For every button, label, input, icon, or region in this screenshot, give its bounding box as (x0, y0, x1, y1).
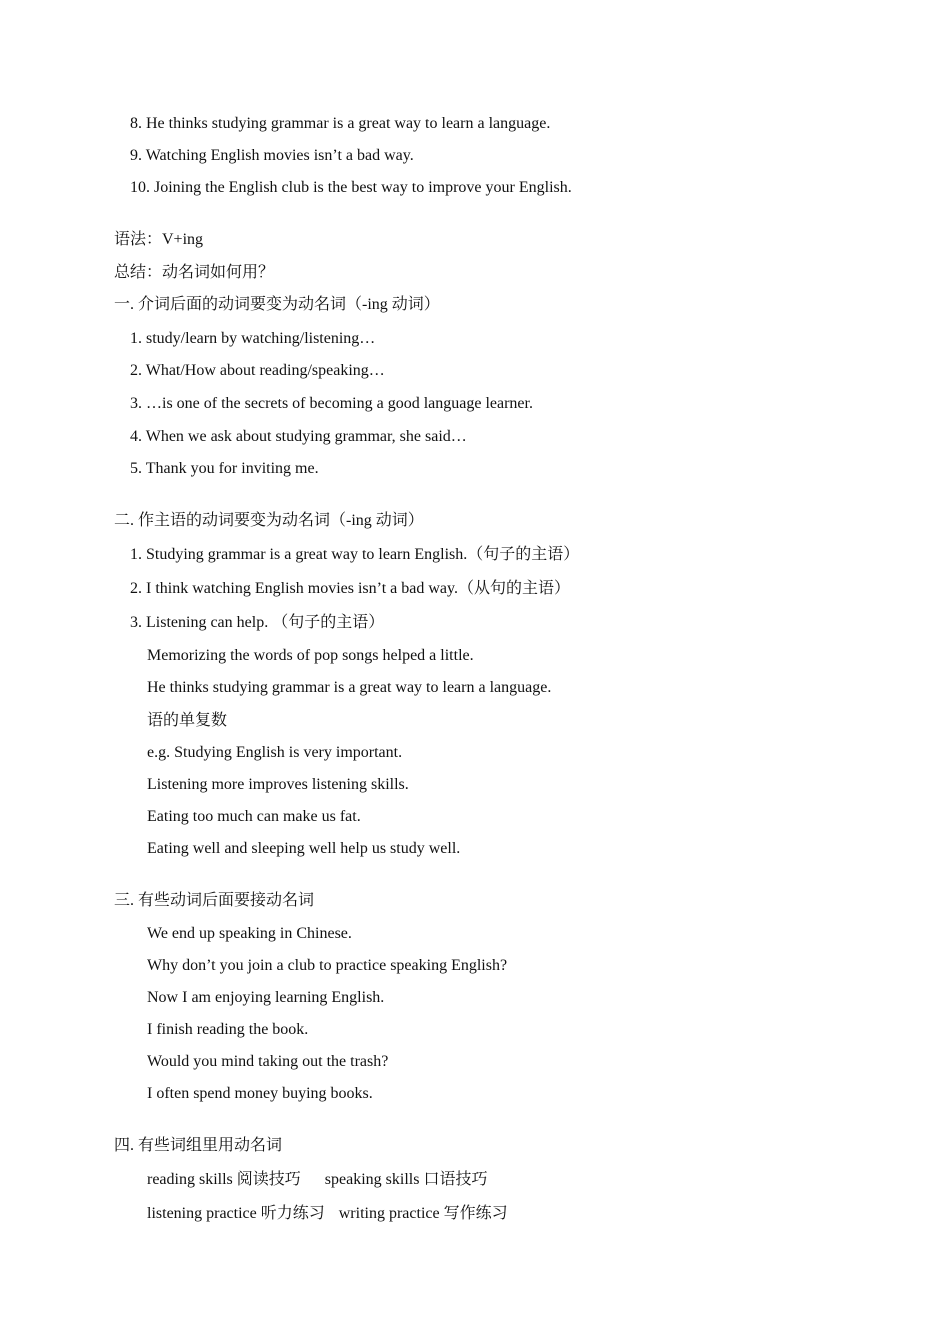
list-item: 1. Studying grammar is a great way to learn English.（句子的主语） (130, 546, 580, 563)
phrase-reading-skills: reading skills 阅读技巧 (147, 1171, 301, 1188)
summary-label: 总结：动名词如何用？ (114, 264, 275, 281)
phrase-listening-practice: listening practice 听力练习 (147, 1205, 325, 1222)
list-item: 2. What/How about reading/speaking… (130, 362, 385, 379)
example-sentence: Would you mind taking out the trash? (147, 1053, 389, 1070)
phrase-row (147, 1170, 487, 1190)
list-item: 8. He thinks studying grammar is a great way to learn a language. (130, 115, 551, 132)
list-item: 10. Joining the English club is the best way to improve your English. (130, 179, 572, 196)
example-sentence: I finish reading the book. (147, 1021, 309, 1038)
list-item: 4. When we ask about studying grammar, she said… (130, 428, 467, 445)
grammar-label: 语法：V+ing (114, 231, 204, 248)
example-sentence: Now I am enjoying learning English. (147, 989, 385, 1006)
example-sentence: I often spend money buying books. (147, 1085, 373, 1102)
example-sentence: We end up speaking in Chinese. (147, 925, 352, 942)
list-item: 5. Thank you for inviting me. (130, 460, 319, 477)
list-item: 3. …is one of the secrets of becoming a good language learner. (130, 395, 533, 412)
example-sentence: He thinks studying grammar is a great way to learn a language. (147, 679, 552, 696)
list-item: 3. Listening can help. （句子的主语） (130, 614, 385, 631)
example-sentence: Eating too much can make us fat. (147, 808, 361, 825)
example-sentence: Eating well and sleeping well help us study well. (147, 840, 461, 857)
section-heading-3: 三. 有些动词后面要接动名词 (114, 892, 315, 909)
list-item: 1. study/learn by watching/listening… (130, 330, 376, 347)
example-sentence: Listening more improves listening skills. (147, 776, 409, 793)
phrase-writing-practice: writing practice 写作练习 (338, 1205, 508, 1222)
phrase-speaking-skills: speaking skills 口语技巧 (324, 1171, 488, 1188)
note-label: 语的单复数 (147, 712, 228, 729)
example-sentence: Why don’t you join a club to practice speaking English? (147, 957, 508, 974)
phrase-row (147, 1204, 508, 1224)
list-item: 2. I think watching English movies isn’t a bad way.（从句的主语） (130, 580, 570, 597)
section-heading-1: 一. 介词后面的动词要变为动名词（-ing 动词） (114, 296, 440, 313)
section-heading-4: 四. 有些词组里用动名词 (114, 1137, 283, 1154)
example-sentence: e.g. Studying English is very important. (147, 744, 403, 761)
list-item: 9. Watching English movies isn’t a bad way. (130, 147, 414, 164)
example-sentence: Memorizing the words of pop songs helped a little. (147, 647, 474, 664)
section-heading-2: 二. 作主语的动词要变为动名词（-ing 动词） (114, 512, 424, 529)
